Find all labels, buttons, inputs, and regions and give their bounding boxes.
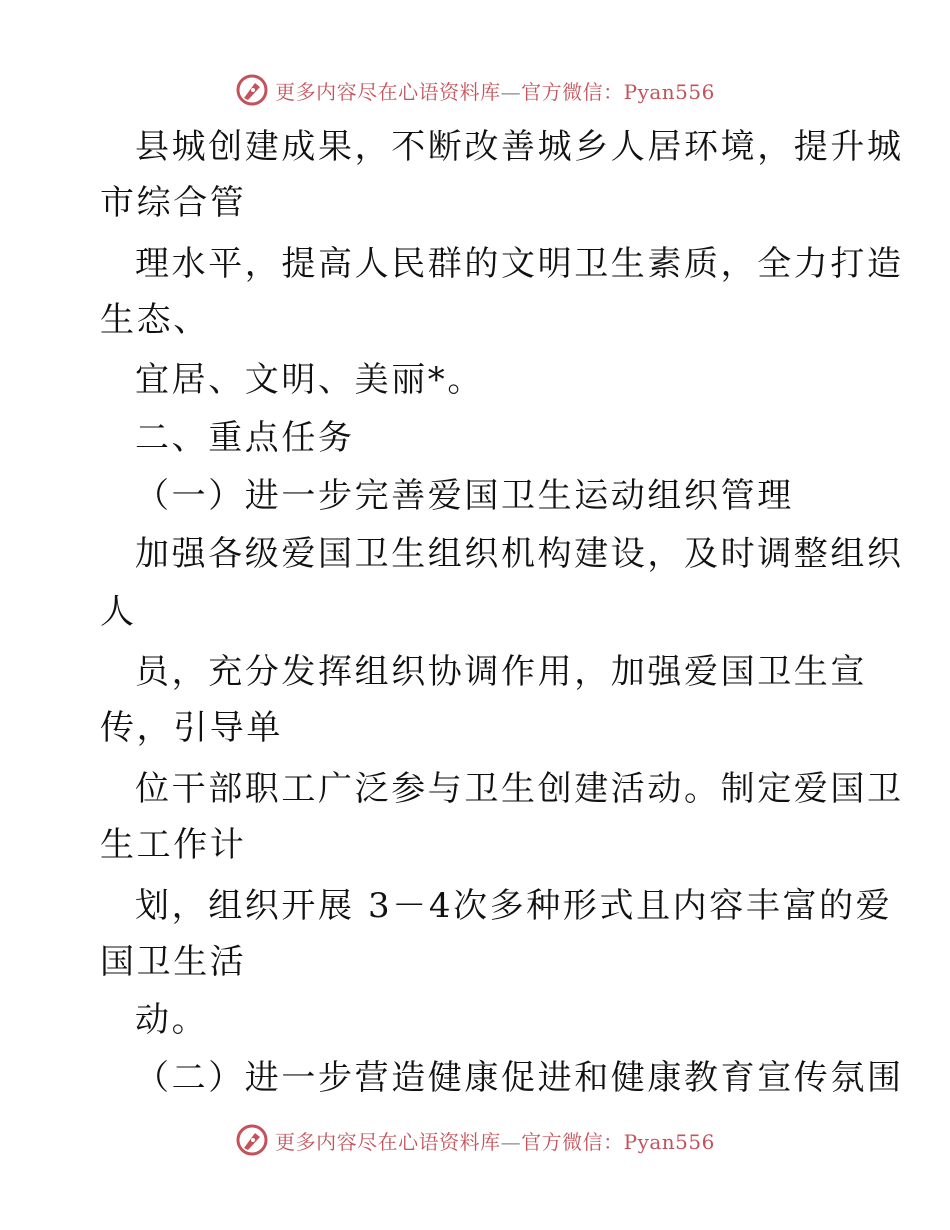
- subsection-heading: （二）进一步营造健康促进和健康教育宣传氛围: [135, 1058, 904, 1098]
- text-line: 人: [100, 592, 137, 632]
- watermark-text: 更多内容尽在心语资料库—官方微信：Pyan556: [275, 1129, 715, 1154]
- text-line: 动。: [135, 1000, 209, 1040]
- text-line: 员，充分发挥组织协调作用，加强爱国卫生宣: [135, 652, 867, 692]
- text-line: 宜居、文明、美丽*。: [135, 360, 484, 400]
- text-line: 市综合管: [100, 183, 247, 223]
- text-line: 生态、: [100, 300, 210, 340]
- pen-nib-logo-icon: [235, 73, 269, 107]
- section-heading: 二、重点任务: [135, 418, 355, 458]
- text-line: 县城创建成果，不断改善城乡人居环境，提升城: [135, 127, 904, 167]
- subsection-heading: （一）进一步完善爱国卫生运动组织管理: [135, 476, 794, 516]
- watermark-text: 更多内容尽在心语资料库—官方微信：Pyan556: [275, 79, 715, 104]
- text-line: 国卫生活: [100, 942, 247, 982]
- footer-watermark: [0, 1120, 950, 1160]
- text-line: 位干部职工广泛参与卫生创建活动。制定爱国卫: [135, 769, 904, 809]
- text-line: 传，引导单: [100, 708, 283, 748]
- text-line: 划，组织开展 3－4次多种形式且内容丰富的爱: [135, 886, 893, 926]
- text-line: 生工作计: [100, 825, 247, 865]
- text-line: 加强各级爱国卫生组织机构建设，及时调整组织: [135, 534, 904, 574]
- text-line: 理水平，提高人民群的文明卫生素质，全力打造: [135, 244, 904, 284]
- header-watermark: [0, 70, 950, 110]
- pen-nib-logo-icon: [235, 1123, 269, 1157]
